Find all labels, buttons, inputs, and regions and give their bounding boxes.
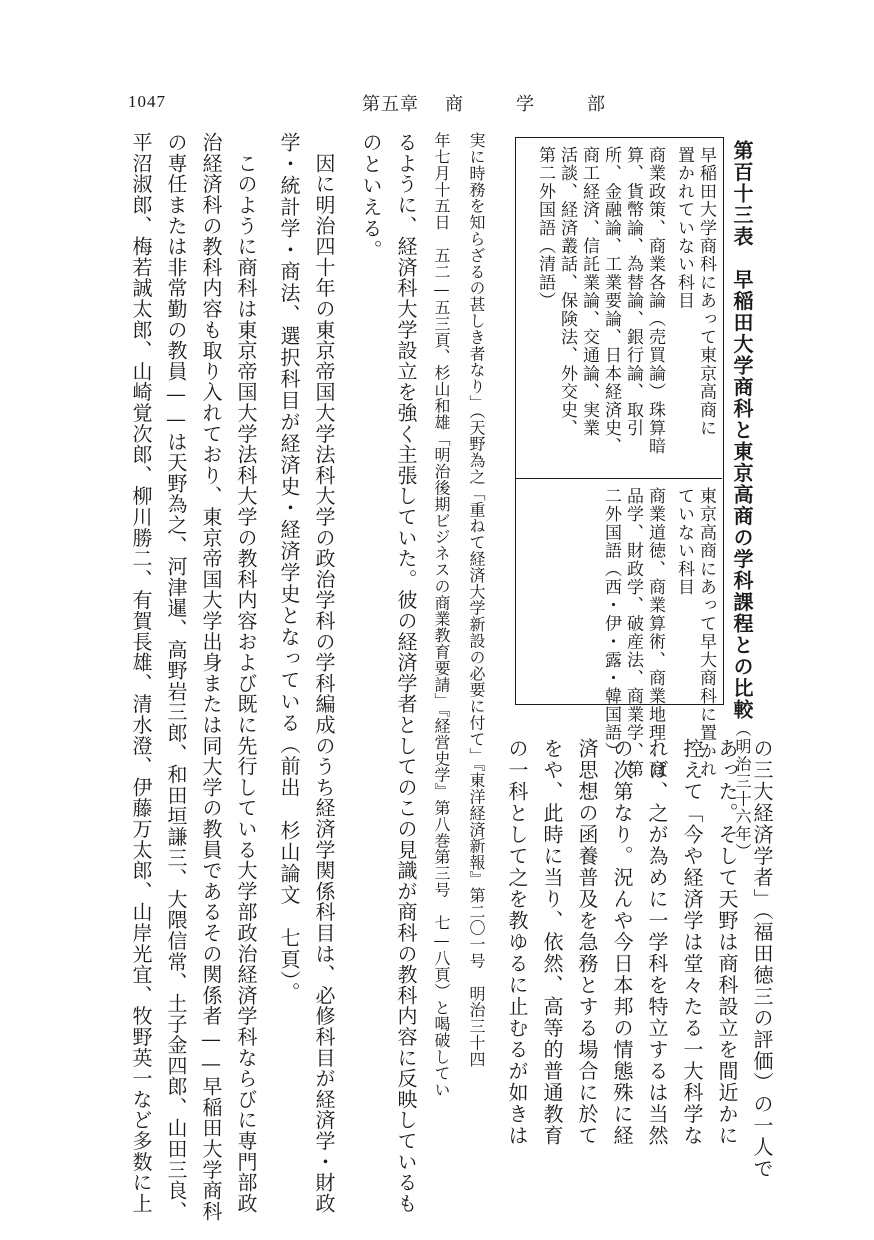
body-text-line-9: の専任または非常勤の教員——は天野為之、河津暹、高野岩三郎、和田垣謙三、大隈信常、土子金四郎、山田三良、: [164, 132, 188, 1222]
upper-text-line-2: あった。そして天野は商科設立を間近かに: [715, 738, 739, 1147]
table-col2-body-line-1: 商業道徳、商業算術、商業地理、商: [645, 487, 665, 779]
upper-text-line-3: 控えて「今や経済学は堂々たる一大科学な: [680, 738, 704, 1147]
table-title-main: 第百十三表 早稲田大学商科と東京高商の学科課程との比較: [730, 140, 754, 721]
table-col1-header-line-1: 早稲田大学商科にあって東京高商に: [696, 146, 716, 438]
upper-text-line-4: れば、之が為めに一学科を特立するは当然: [645, 738, 669, 1147]
body-text-line-4: のといえる。: [359, 132, 383, 261]
body-text-line-7: このように商科は東京帝国大学法科大学の教科内容および既に先行している大学部政治経済学科ならびに専門部政: [234, 132, 258, 1214]
upper-text-line-8: の一科として之を教ゆるに止むるが如きは: [505, 738, 529, 1147]
table-col1-body-line-4: 商工経済、信託業論、交通論、実業: [579, 146, 599, 438]
body-text-line-1: 実に時務を知らざるの甚しき者なり」（天野為之「重ねて経済大学新設の必要に付て」『東洋経済新報』第二〇一号 明治三十四: [467, 132, 486, 1068]
table-col1-body-line-2: 算、貨幣論、為替論、銀行論、取引: [623, 146, 643, 438]
body-text-line-6: 学・統計学・商法、選択科目が経済史・経済学史となっている（前出 杉山論文 七頁）。: [277, 132, 301, 1004]
section-char-2: 学: [516, 94, 535, 115]
table-col1-body-line-5: 活談、経済叢話、保険法、外交史、: [557, 146, 577, 438]
section-char-1: 商: [445, 94, 464, 115]
running-header: [362, 90, 606, 116]
upper-text-line-7: をや、此時に当り、依然、高等的普通教育: [540, 738, 564, 1147]
table-col1-body-line-6: 第二外国語（清語）: [535, 146, 555, 310]
body-text-line-2: 年七月十五日 五二—五三頁、杉山和雄「明治後期ビジネスの商業教育要請」『経営史学』第八巻第三号 七—八頁）と喝破してい: [432, 132, 451, 1098]
chapter-label: 第五章: [362, 94, 419, 115]
body-text-line-8: 治経済科の教科内容も取り入れており、東京帝国大学出身または同大学の教員であるその関係者——早稲田大学商科: [199, 132, 223, 1222]
body-text-line-3: るように、経済科大学設立を強く主張していた。彼の経済学者としてのこの見識が商科の教科内容に反映しているも: [394, 132, 418, 1214]
body-text-line-10: 平沼淑郎、梅若誠太郎、山崎覚次郎、柳川勝二、有賀長雄、清水澄、伊藤万太郎、山岸光宜、牧野英一など多数に上: [129, 132, 153, 1214]
body-text-line-5: 因に明治四十年の東京帝国大学法科大学の政治学科の学科編成のうち経済学関係科目は、必修科目が経済学・財政: [312, 132, 336, 1214]
comparison-table-divider: [515, 478, 722, 479]
table-col2-header-line-1: 東京高商にあって早大商科に置かれ: [696, 487, 716, 779]
table-col1-body-line-3: 所、金融論、工業要論、日本経済史、: [601, 146, 621, 456]
upper-text-line-5: の次第なり。況んや今日本邦の情態殊に経: [610, 738, 634, 1147]
table-title-note: （明治三十六年）: [733, 720, 752, 861]
table-col2-body-line-3: 二外国語（西・伊・露・韓国語）: [601, 487, 621, 760]
page-number: 1047: [128, 92, 166, 111]
table-col1-header-line-2: 置かれていない科目: [674, 146, 694, 310]
table-col2-header-line-2: ていない科目: [674, 487, 694, 597]
upper-text-line-1: の三大経済学者」（福田徳三の評価）の一人で: [750, 738, 774, 1180]
section-char-3: 部: [587, 94, 606, 115]
table-col1-body-line-1: 商業政策、商業各論（売買論）珠算暗: [645, 146, 665, 456]
upper-text-line-6: 済思想の函養普及を急務とする場合に於て: [575, 738, 599, 1147]
table-col2-body-line-2: 品学、財政学、破産法、商業学、第: [623, 487, 643, 779]
